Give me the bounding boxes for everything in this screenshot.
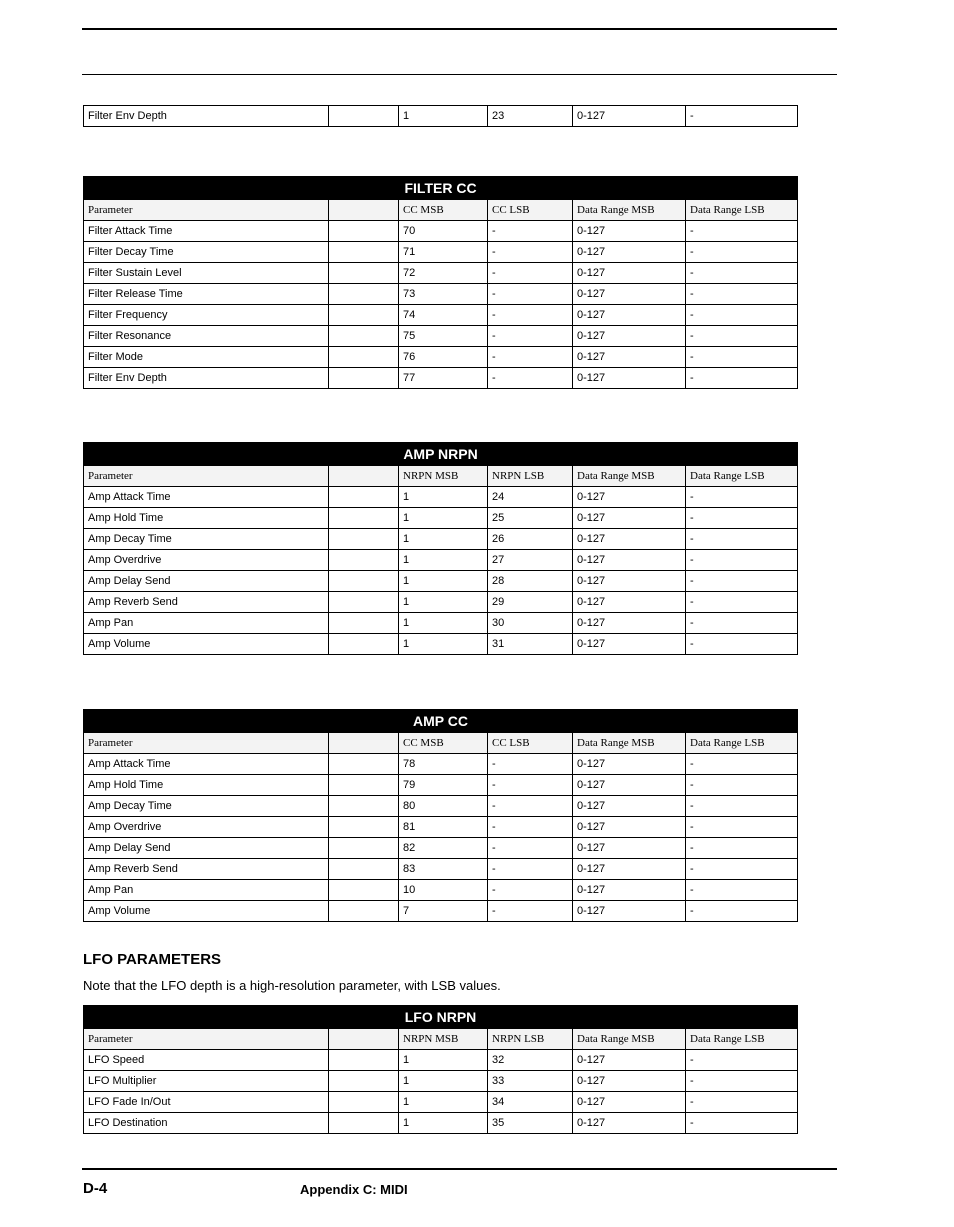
table-cell: - [488,368,573,389]
table-cell: - [686,1050,798,1071]
table-cell: 26 [488,529,573,550]
table-header-row [84,200,798,221]
table-cell: 1 [399,1113,488,1134]
table-cell: Filter Release Time [84,284,329,305]
table-cell: 0-127 [573,838,686,859]
table-cell: 35 [488,1113,573,1134]
table-cell [329,221,399,242]
table-cell: 1 [399,508,488,529]
column-header [329,733,399,754]
table-cell: - [488,796,573,817]
table-cell: - [686,1092,798,1113]
table-cell: Amp Decay Time [84,529,329,550]
table-cell: - [686,347,798,368]
table-cell: 31 [488,634,573,655]
table-cell: 32 [488,1050,573,1071]
continued-table [83,105,798,127]
table-row [84,796,798,817]
table-row [84,305,798,326]
table-cell [329,487,399,508]
table-cell: Amp Volume [84,901,329,922]
table-cell: - [488,284,573,305]
table-cell: 0-127 [573,347,686,368]
table-cell: - [686,859,798,880]
table-cell: - [686,106,798,127]
column-header [329,466,399,487]
table-cell: - [686,221,798,242]
table-body [84,1006,798,1134]
table-cell: - [686,880,798,901]
table-row [84,613,798,634]
table-cell [329,634,399,655]
table-cell [329,571,399,592]
table-cell: 0-127 [573,1071,686,1092]
table-cell: - [686,634,798,655]
table-cell: Amp Delay Send [84,838,329,859]
table-cell: 0-127 [573,613,686,634]
table-cell: 1 [399,529,488,550]
header-rule-bottom [82,74,837,75]
table-cell: 34 [488,1092,573,1113]
table-cell: 82 [399,838,488,859]
table-cell [329,901,399,922]
table-cell: Amp Pan [84,880,329,901]
table-cell: Filter Sustain Level [84,263,329,284]
table-cell: - [488,817,573,838]
table-cell: - [686,838,798,859]
column-header: Data Range LSB [686,1029,798,1050]
table-row [84,550,798,571]
lfo-section-note: Note that the LFO depth is a high-resolution parameter, with LSB values. [83,978,501,993]
column-header: Data Range LSB [686,200,798,221]
table-cell [329,796,399,817]
table-cell [329,859,399,880]
table-cell: 0-127 [573,1050,686,1071]
table-cell: 83 [399,859,488,880]
table-cell: 75 [399,326,488,347]
table-body [84,443,798,655]
table-cell: 1 [399,550,488,571]
column-header: CC MSB [399,733,488,754]
table-cell [329,1113,399,1134]
table-row [84,592,798,613]
table-cell [329,284,399,305]
table-row [84,347,798,368]
table-cell: 0-127 [573,368,686,389]
table-cell: 0-127 [573,817,686,838]
table-cell: - [686,326,798,347]
table-cell [329,347,399,368]
table-cell: LFO Speed [84,1050,329,1071]
table-cell: - [488,838,573,859]
table-cell: Amp Attack Time [84,754,329,775]
table-cell: 0-127 [573,487,686,508]
table-cell: Amp Overdrive [84,817,329,838]
table-cell: 70 [399,221,488,242]
lfo-section-heading: LFO PARAMETERS [83,951,222,968]
table-row [84,368,798,389]
table-body [84,177,798,389]
table-cell [329,242,399,263]
table-title-row [84,1006,798,1029]
table-cell [329,529,399,550]
table-cell: - [686,242,798,263]
footer-rule [82,1168,837,1170]
table-cell: Filter Mode [84,347,329,368]
table-cell: - [686,263,798,284]
table-cell: - [488,305,573,326]
column-header: NRPN MSB [399,1029,488,1050]
table-cell: 78 [399,754,488,775]
table-row [84,571,798,592]
table-cell: - [686,775,798,796]
table-cell: 7 [399,901,488,922]
table-cell: 1 [399,613,488,634]
column-header: CC LSB [488,200,573,221]
table-cell: 73 [399,284,488,305]
table-cell: - [686,550,798,571]
table-cell: 0-127 [573,634,686,655]
table-cell: 1 [399,487,488,508]
table-cell: 0-127 [573,263,686,284]
table-cell: - [686,487,798,508]
table-cell: - [686,796,798,817]
table-row [84,326,798,347]
table-cell: 1 [399,1050,488,1071]
table-cell: 1 [399,592,488,613]
table-cell: - [686,817,798,838]
table-cell: 33 [488,1071,573,1092]
table-cell: Filter Frequency [84,305,329,326]
table-cell: Amp Pan [84,613,329,634]
table-cell: 0-127 [573,1092,686,1113]
table-cell: 28 [488,571,573,592]
column-header: CC MSB [399,200,488,221]
table-cell: - [686,901,798,922]
table-cell: - [686,1113,798,1134]
table-cell: 0-127 [573,571,686,592]
table-cell: 80 [399,796,488,817]
table-cell: 1 [399,571,488,592]
column-header: NRPN LSB [488,1029,573,1050]
table-row [84,242,798,263]
column-header: Data Range MSB [573,1029,686,1050]
column-header: Data Range MSB [573,466,686,487]
table-cell [329,613,399,634]
table-cell: 0-127 [573,754,686,775]
column-header [329,1029,399,1050]
table-row [84,1050,798,1071]
table-cell: Amp Attack Time [84,487,329,508]
table-row [84,1113,798,1134]
column-header [329,200,399,221]
table-cell [329,550,399,571]
column-header: Parameter [84,733,329,754]
table-row [84,1092,798,1113]
table-cell: 0-127 [573,221,686,242]
table-cell: 81 [399,817,488,838]
table-cell [329,508,399,529]
amp-cc-table [83,709,798,922]
lfo-nrpn-table [83,1005,798,1134]
table-cell: LFO Fade In/Out [84,1092,329,1113]
table-cell [329,775,399,796]
table-title: AMP NRPN [84,443,798,466]
table-row [84,508,798,529]
table-cell: 23 [488,106,573,127]
table-row [84,221,798,242]
column-header: Data Range MSB [573,733,686,754]
table-cell: 0-127 [573,1113,686,1134]
table-cell: 1 [399,1092,488,1113]
table-cell: Filter Env Depth [84,368,329,389]
table-cell [329,368,399,389]
table-cell: 0-127 [573,305,686,326]
table-cell: 27 [488,550,573,571]
table-cell: 77 [399,368,488,389]
table-row [84,754,798,775]
table-cell: 0-127 [573,880,686,901]
table-cell: - [488,221,573,242]
table-row [84,634,798,655]
table-cell: Amp Decay Time [84,796,329,817]
column-header: Data Range LSB [686,733,798,754]
table-cell: Amp Volume [84,634,329,655]
table-cell: - [488,775,573,796]
table-body [84,710,798,922]
table-cell: - [488,880,573,901]
table-cell [329,592,399,613]
table-cell: - [686,571,798,592]
column-header: NRPN LSB [488,466,573,487]
table-title-row [84,443,798,466]
table-cell: - [686,284,798,305]
table-cell: LFO Destination [84,1113,329,1134]
table-cell: 24 [488,487,573,508]
table-cell [329,817,399,838]
footer-page-number: D-4 [83,1180,108,1197]
table-cell: 1 [399,634,488,655]
table-cell: - [488,242,573,263]
table-cell: 71 [399,242,488,263]
table-row [84,817,798,838]
table-cell: - [686,368,798,389]
table-cell: - [488,326,573,347]
table-cell: 30 [488,613,573,634]
table-cell: Filter Resonance [84,326,329,347]
table-cell [329,1050,399,1071]
table-header-row [84,733,798,754]
table-cell: Amp Reverb Send [84,592,329,613]
table-cell: Amp Hold Time [84,775,329,796]
table-title: AMP CC [84,710,798,733]
table-row [84,263,798,284]
table-cell: 79 [399,775,488,796]
table-cell: 0-127 [573,796,686,817]
table-body [84,106,798,127]
table-cell: Amp Reverb Send [84,859,329,880]
table-cell: - [488,263,573,284]
table-cell: Filter Env Depth [84,106,329,127]
table-cell: Amp Hold Time [84,508,329,529]
table-cell: LFO Multiplier [84,1071,329,1092]
table-cell [329,754,399,775]
table-cell: Amp Overdrive [84,550,329,571]
table-cell: 0-127 [573,284,686,305]
table-cell [329,838,399,859]
table-cell: - [488,347,573,368]
table-cell: 1 [399,1071,488,1092]
table-title: LFO NRPN [84,1006,798,1029]
table-cell: 10 [399,880,488,901]
table-cell: 0-127 [573,901,686,922]
table-cell: - [686,529,798,550]
footer-chapter-title: Appendix C: MIDI [300,1182,408,1197]
table-cell: 0-127 [573,242,686,263]
table-row [84,487,798,508]
table-cell: 29 [488,592,573,613]
table-row [84,838,798,859]
table-cell [329,305,399,326]
table-cell: Filter Attack Time [84,221,329,242]
table-cell: 0-127 [573,106,686,127]
table-cell [329,1071,399,1092]
table-cell: 0-127 [573,859,686,880]
column-header: Parameter [84,466,329,487]
table-cell: 0-127 [573,508,686,529]
table-cell: 0-127 [573,326,686,347]
table-row [84,880,798,901]
table-cell: 74 [399,305,488,326]
table-title: FILTER CC [84,177,798,200]
table-cell: 1 [399,106,488,127]
table-header-row [84,1029,798,1050]
table-row [84,775,798,796]
table-cell: - [686,754,798,775]
table-cell: 76 [399,347,488,368]
table-cell [329,263,399,284]
column-header: Data Range LSB [686,466,798,487]
table-row [84,529,798,550]
table-cell: - [686,613,798,634]
column-header: NRPN MSB [399,466,488,487]
table-cell: 72 [399,263,488,284]
filter-cc-table [83,176,798,389]
table-title-row [84,177,798,200]
table-row [84,901,798,922]
table-cell [329,326,399,347]
table-cell [329,106,399,127]
table-cell: 0-127 [573,550,686,571]
table-header-row [84,466,798,487]
table-title-row [84,710,798,733]
header-rule-top [82,28,837,30]
column-header: CC LSB [488,733,573,754]
table-row [84,859,798,880]
table-row [84,106,798,127]
table-row [84,1071,798,1092]
table-cell: - [488,754,573,775]
amp-nrpn-table [83,442,798,655]
table-cell: - [488,901,573,922]
column-header: Data Range MSB [573,200,686,221]
table-cell [329,1092,399,1113]
table-row [84,284,798,305]
table-cell: Filter Decay Time [84,242,329,263]
column-header: Parameter [84,1029,329,1050]
table-cell: 25 [488,508,573,529]
table-cell: 0-127 [573,529,686,550]
column-header: Parameter [84,200,329,221]
table-cell: 0-127 [573,592,686,613]
table-cell: - [686,592,798,613]
table-cell: - [488,859,573,880]
table-cell: 0-127 [573,775,686,796]
table-cell: Amp Delay Send [84,571,329,592]
table-cell: - [686,305,798,326]
table-cell [329,880,399,901]
table-cell: - [686,508,798,529]
table-cell: - [686,1071,798,1092]
